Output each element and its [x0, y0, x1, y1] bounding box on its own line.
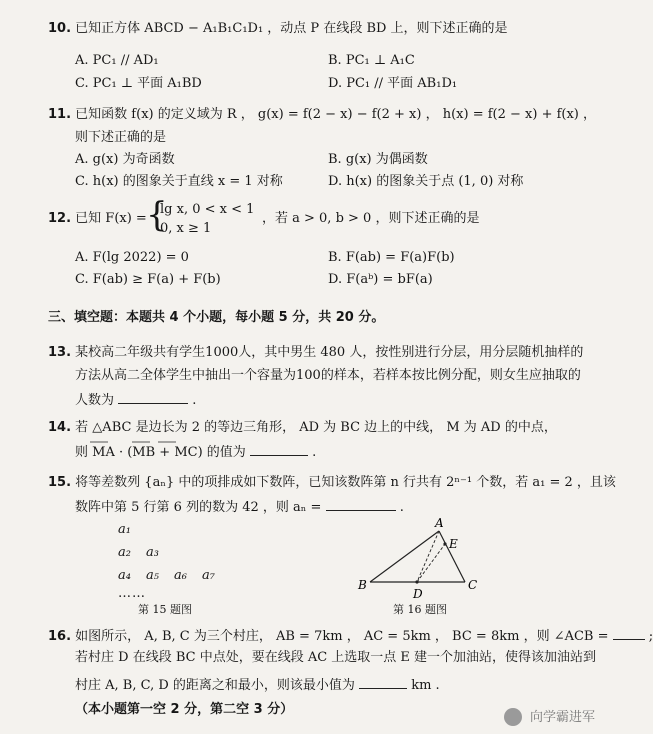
q14-end: .: [312, 445, 317, 460]
q15-number: 15.: [48, 475, 72, 490]
q16-number: 16.: [48, 629, 72, 644]
segment-ba: [370, 531, 439, 582]
q15-text-2: 数阵中第 5 行第 6 列的数为 42 ，则 aₙ =: [75, 500, 322, 515]
q11-number: 11.: [48, 107, 72, 122]
array-a3: a₃: [146, 545, 159, 560]
q16-text-1: 如图所示， A, B, C 为三个村庄， AB = 7km ， AC = 5km ， BC = 8km ，则 ∠ACB =: [75, 629, 609, 644]
q16-text-2: 若村庄 D 在线段 BC 中点处，要在线段 AC 上选取一点 E 建一个加油站，使得该加油站到: [75, 650, 597, 665]
q15-figure-caption: 第 15 题图: [138, 603, 192, 616]
q16-text-3: 村庄 A, B, C, D 的距离之和最小，则该最小值为: [75, 678, 355, 693]
section-3-heading: 三、填空题：本题共 4 个小题，每小题 5 分，共 20 分。: [48, 310, 385, 325]
label-b: B: [358, 578, 367, 592]
q16-answer-blank-1[interactable]: [613, 627, 645, 640]
q14-number: 14.: [48, 420, 72, 435]
q16-triangle-figure: [350, 515, 490, 610]
label-a: A: [435, 516, 444, 530]
q14-text-1: 若 △ABC 是边长为 2 的等边三角形， AD 为 BC 边上的中线， M 为 AD 的中点，: [75, 420, 557, 435]
q10-number: 10.: [48, 21, 72, 36]
q11-stem-line: [48, 107, 596, 123]
label-e: E: [449, 537, 458, 551]
q11-stem: 已知函数 f(x) 的定义域为 R ， g(x) = f(2 − x) − f(2 + x) ， h(x) = f(2 − x) + f(x) ，: [75, 107, 597, 122]
q12-case-1: lg x, 0 < x < 1: [160, 202, 255, 217]
q13-end: .: [192, 393, 197, 408]
q16-line-1-end: ;: [648, 629, 653, 644]
watermark-text: 向学霸进军: [529, 709, 595, 725]
q13-number: 13.: [48, 345, 72, 360]
array-a6: a₆: [174, 568, 187, 583]
q12-option-a: A. F(lg 2022) = 0: [75, 250, 189, 265]
q11-stem-2: 则下述正确的是: [75, 130, 167, 145]
q14-line-1: [48, 420, 557, 436]
q13-line-3: [75, 391, 196, 409]
q16-figure-caption: 第 16 题图: [393, 603, 447, 616]
q13-text-2: 方法从高二全体学生中抽出一个容量为100的样本，若样本按比例分配，则女生应抽取的: [75, 368, 581, 383]
q10-option-c: C. PC₁ ⊥ 平面 A₁BD: [75, 76, 202, 91]
q15-line-1: [48, 475, 616, 491]
q14-text-2: 则 MA · (MB + MC) 的值为: [75, 445, 246, 460]
q13-text-1: 某校高二年级共有学生1000人，其中男生 480 人，按性别进行分层，用分层随机抽样的: [75, 345, 584, 360]
q12-stem-pre: [48, 211, 147, 227]
q10-option-a: A. PC₁ // AD₁: [75, 53, 159, 68]
q15-line-2: [75, 498, 404, 516]
q10-option-d: D. PC₁ // 平面 AB₁D₁: [328, 76, 458, 91]
point-e: [443, 542, 446, 545]
q12-piecewise-brace: {: [146, 195, 168, 235]
q15-answer-blank[interactable]: [326, 498, 396, 511]
q13-answer-blank[interactable]: [118, 391, 188, 404]
point-d: [415, 580, 418, 583]
q10-stem-line: [48, 21, 508, 37]
array-a7: a₇: [202, 568, 215, 583]
q11-option-a: A. g(x) 为奇函数: [75, 152, 175, 167]
q16-scoring-note: （本小题第一空 2 分，第二空 3 分）: [75, 702, 294, 717]
array-ellipsis: ……: [118, 586, 146, 601]
q11-option-c: C. h(x) 的图象关于直线 x = 1 对称: [75, 174, 283, 189]
label-d: D: [413, 587, 423, 601]
q13-text-3: 人数为: [75, 393, 115, 408]
q15-text-1: 将等差数列 {aₙ} 中的项排成如下数阵，已知该数阵第 n 行共有 2ⁿ⁻¹ 个数，若 a₁ = 2 ，且该: [75, 475, 616, 490]
q14-line-2: [75, 443, 316, 461]
q14-vector-arrows: [88, 439, 178, 445]
array-a4: a₄: [118, 568, 131, 583]
label-c: C: [468, 578, 478, 592]
wechat-icon: [504, 708, 522, 726]
q12-number: 12.: [48, 211, 72, 226]
q12-stem-lhs: 已知 F(x) =: [75, 211, 147, 226]
q16-line-3-end: km .: [411, 678, 440, 693]
q12-stem-post: ，若 a > 0, b > 0 ，则下述正确的是: [262, 211, 480, 226]
q10-option-b: B. PC₁ ⊥ A₁C: [328, 53, 415, 68]
q11-option-b: B. g(x) 为偶函数: [328, 152, 428, 167]
q16-line-3: [75, 676, 440, 694]
q15-end: .: [399, 500, 404, 515]
q16-answer-blank-2[interactable]: [359, 676, 407, 689]
q12-option-d: D. F(aᵇ) = bF(a): [328, 272, 433, 287]
q13-line-1: [48, 345, 583, 361]
watermark: [504, 706, 595, 727]
q12-option-c: C. F(ab) ≥ F(a) + F(b): [75, 272, 221, 287]
array-a2: a₂: [118, 545, 131, 560]
array-a5: a₅: [146, 568, 159, 583]
q16-line-1: [48, 627, 653, 645]
q14-answer-blank[interactable]: [250, 443, 308, 456]
q12-option-b: B. F(ab) = F(a)F(b): [328, 250, 455, 265]
array-a1: a₁: [118, 522, 131, 537]
q12-case-2: 0, x ≥ 1: [160, 221, 212, 236]
q11-option-d: D. h(x) 的图象关于点 (1, 0) 对称: [328, 174, 524, 189]
q10-stem: 已知正方体 ABCD − A₁B₁C₁D₁ ，动点 P 在线段 BD 上，则下述正确的是: [75, 21, 508, 36]
